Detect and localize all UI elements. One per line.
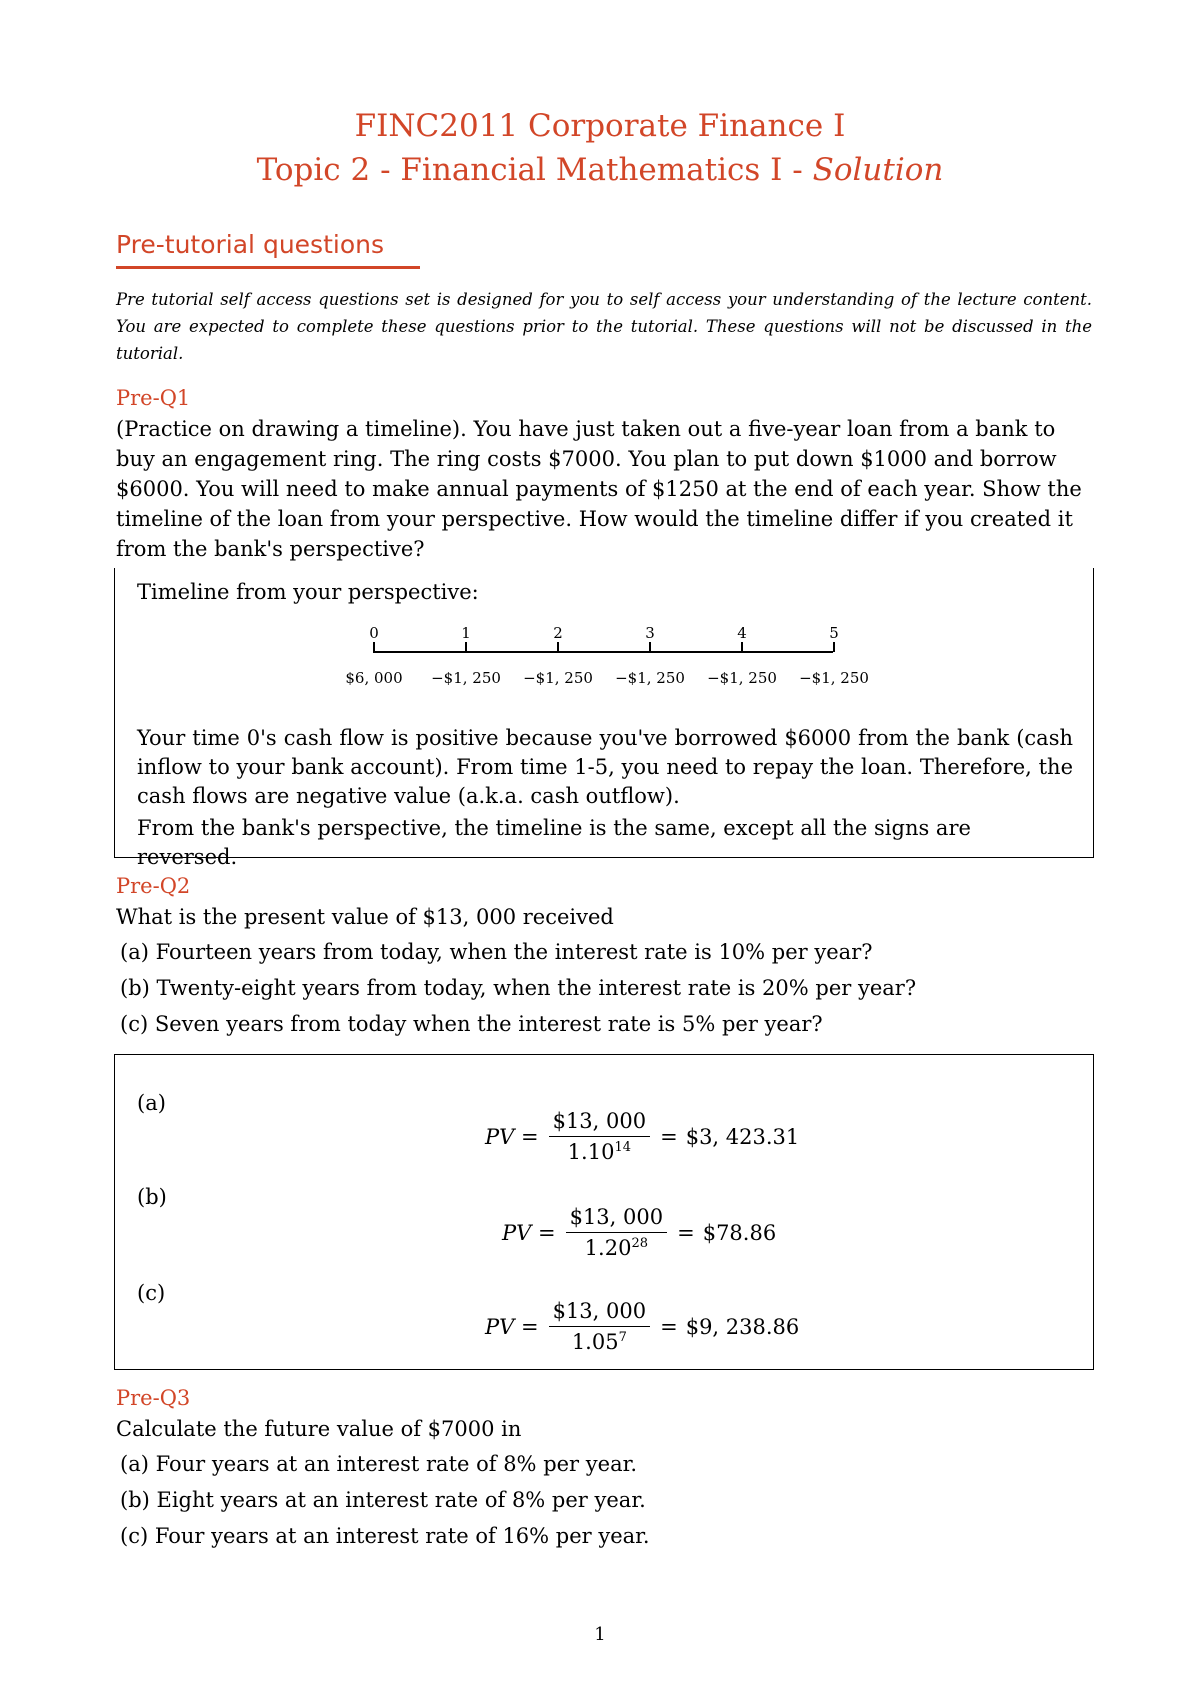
q2-item-a: (a) Fourteen years from today, when the interest rate is 10% per year? [120,940,873,964]
timeline-period: 0 [369,624,379,642]
q2-answer-box [114,1054,1094,1370]
q2-answer-c-label: (c) [137,1281,166,1305]
timeline-tick [649,642,651,652]
q3-label: Pre-Q3 [116,1386,191,1410]
q2-item-b: (b) Twenty-eight years from today, when the interest rate is 20% per year? [120,976,917,1000]
timeline-tick [557,642,559,652]
document-title: FINC2011 Corporate Finance I [354,108,846,144]
timeline-tick [833,642,835,652]
q3-text: Calculate the future value of $7000 in [116,1417,522,1441]
formula-base: 1.20 [584,1236,632,1260]
formula-fraction [566,1205,668,1260]
formula-exponent: 7 [618,1330,627,1345]
q1-answer-bank: From the bank's perspective, the timeline is the same, except all the signs are reversed. [137,816,971,869]
subtitle-solution: Solution [812,152,944,188]
formula-result: $9, 238.86 [685,1314,800,1339]
formula-fraction [549,1109,651,1164]
formula-exponent: 14 [614,1140,631,1155]
timeline-cashflow: −$1, 250 [799,669,869,687]
formula-base: 1.05 [571,1330,619,1354]
timeline-period: 2 [553,624,563,642]
timeline-period: 3 [645,624,655,642]
formula-denominator [572,1327,627,1354]
timeline-cashflow: $6, 000 [345,669,403,687]
formula-denominator [585,1233,648,1260]
formula-numerator: $13, 000 [549,1299,651,1327]
q2-formula-b: PV = $\frac{\$13, 000}{1.20^{28}}$ = $78.86 [502,1205,777,1260]
q3-item-b: (b) Eight years at an interest rate of 8% per year. [120,1488,646,1512]
q1-answer-box [114,568,1094,869]
section-underline [116,266,420,269]
q3-item-c: (c) Four years at an interest rate of 16% per year. [120,1524,650,1548]
timeline-tick [741,642,743,652]
timeline-cashflow: −$1, 250 [523,669,593,687]
timeline-tick [373,642,375,652]
timeline-cashflow: −$1, 250 [431,669,501,687]
formula-exponent: 28 [631,1236,648,1251]
q1-answer-explanation: Your time 0's cash flow is positive because you've borrowed $6000 from the bank (cash inflow to your bank account). From time 1-5, you need to repay the loan. Therefore, the cash flows are negative value (a.k.a. cash outflow). [137,726,1073,808]
formula-lhs: PV [485,1314,515,1339]
formula-fraction [549,1299,651,1354]
formula-numerator: $13, 000 [566,1205,668,1233]
q2-formula-c: PV = $\frac{\$13, 000}{1.05^7}$ = $9, 238.86 [485,1299,800,1354]
section-heading: Pre-tutorial questions [116,230,384,259]
timeline-period: 1 [461,624,471,642]
timeline-cashflow: −$1, 250 [707,669,777,687]
timeline-axis [373,651,833,653]
q2-answer-b-label: (b) [137,1185,167,1209]
timeline-period: 4 [737,624,747,642]
q1-answer-intro: Timeline from your perspective: [137,580,479,604]
q2-label: Pre-Q2 [116,874,191,898]
page-number: 1 [594,1624,606,1645]
timeline-cashflow: −$1, 250 [615,669,685,687]
section-intro: Pre tutorial self access questions set is designed for you to self access your understanding of the lecture content. You are expected to complete these questions prior to the tutorial. These questions will not be discussed in the tutorial. [116,290,1092,363]
subtitle-main: Topic 2 - Financial Mathematics I - [256,152,813,188]
timeline-period: 5 [829,624,839,642]
formula-lhs: PV [485,1124,515,1149]
q3-item-a: (a) Four years at an interest rate of 8% per year. [120,1452,637,1476]
q2-text: What is the present value of $13, 000 received [116,905,614,929]
q1-text: (Practice on drawing a timeline). You have just taken out a five-year loan from a bank to buy an engagement ring. The ring costs $7000. You plan to put down $1000 and borrow $6000. You will need to make annual payments of $1250 at the end of each year. Show the timeline of the loan from your perspective. How would the timeline differ if you created it from the bank's perspective? [116,417,1082,561]
formula-result: $78.86 [702,1220,777,1245]
timeline-tick [465,642,467,652]
q2-answer-a-label: (a) [137,1091,166,1115]
document-subtitle [0,152,1200,188]
formula-result: $3, 423.31 [685,1124,800,1149]
q2-item-c: (c) Seven years from today when the interest rate is 5% per year? [120,1012,823,1036]
q2-formula-a: PV = $\frac{\$13, 000}{1.10^{14}}$ = $3, 423.31 [485,1109,800,1164]
q1-label: Pre-Q1 [116,386,191,410]
formula-denominator [568,1137,631,1164]
formula-lhs: PV [502,1220,532,1245]
formula-base: 1.10 [567,1140,615,1164]
formula-numerator: $13, 000 [549,1109,651,1137]
